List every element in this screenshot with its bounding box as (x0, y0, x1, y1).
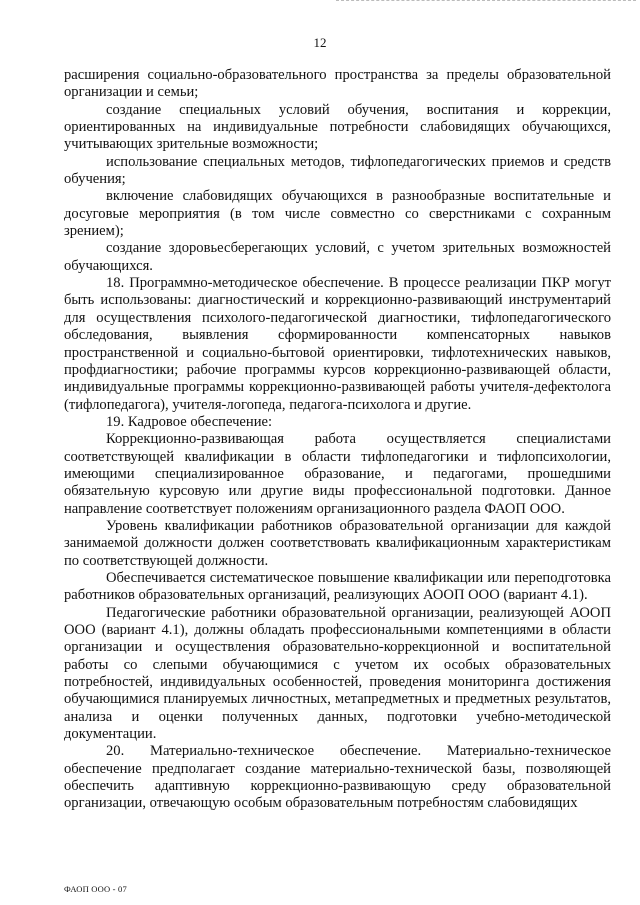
paragraph: Педагогические работники образовательной организации, реализующей АООП ООО (вариант 4.1), должны обладать профессиональными компетенциями в области организации и осуществления образовательно-коррекционной и воспитательной работы со слепыми обучающимися с учетом их особых образовательных потребностей, индивидуальных особенностей, проведения мониторинга достижения обучающимися планируемых личностных, метапредметных и предметных результатов, анализа и оценки полученных данных, подготовки учебно-методической документации. (64, 604, 611, 743)
paragraph: создание здоровьесберегающих условий, с учетом зрительных возможностей обучающихся. (64, 240, 611, 274)
section-heading: 19. Кадровое обеспечение: (106, 413, 273, 430)
footer-code: ФАОП ООО - 07 (64, 884, 127, 894)
paragraph: Обеспечивается систематическое повышение квалификации или переподготовка работников образовательных организаций, реализующих АООП ООО (вариант 4.1). (64, 569, 611, 604)
paragraph: расширения социально-образовательного пространства за пределы образовательной организации и семьи; (64, 67, 611, 101)
paragraph: использование специальных методов, тифлопедагогических приемов и средств обучения; (64, 153, 611, 188)
section-paragraph: 20. Материально-техническое обеспечение. Материально-техническое обеспечение предполагает создание материально-технической базы, позволяющей обеспечить адаптивную коррекционно-развивающую среду образовательной организации, отвечающую особым образовательным потребностям слабовидящих (64, 743, 611, 812)
paragraph: создание специальных условий обучения, воспитания и коррекции, ориентированных на индивидуальные потребности слабовидящих обучающихся, учитывающих зрительные возможности; (64, 101, 611, 153)
section-paragraph: 18. Программно-методическое обеспечение. В процессе реализации ПКР могут быть использованы: диагностический и коррекционно-развивающий инструментарий для осуществления психолого-педагогической диагностики, тифлопедагогического обследования, выявления сформированности компенсаторных навыков пространственной и социально-бытовой ориентировки, тифлотехнических навыков, профдиагностики; рабочие программы курсов коррекционно-развивающей области, индивидуальные программы коррекционно-развивающей работы учителя-дефектолога (тифлопедагога), учителя-логопеда, педагога-психолога и другие. (64, 275, 611, 413)
document-body (64, 67, 611, 813)
paragraph: включение слабовидящих обучающихся в разнообразные воспитательные и досуговые мероприятия (в том числе совместно со сверстниками с сохранным зрением); (64, 188, 611, 240)
paragraph: Уровень квалификации работников образовательной организации для каждой занимаемой должности должен соответствовать квалификационным характеристикам по соответствующей должности. (64, 517, 611, 569)
top-edge-line (336, 0, 636, 2)
paragraph: Коррекционно-развивающая работа осуществляется специалистами соответствующей квалификации в области тифлопедагогики и тифлопсихологии, имеющими специализированное образование, и педагогами, прошедшими обязательную курсовую или другие виды профессиональной подготовки. Данное направление соответствует положениям организационного раздела ФАОП ООО. (64, 431, 611, 517)
page-number: 12 (313, 35, 327, 50)
